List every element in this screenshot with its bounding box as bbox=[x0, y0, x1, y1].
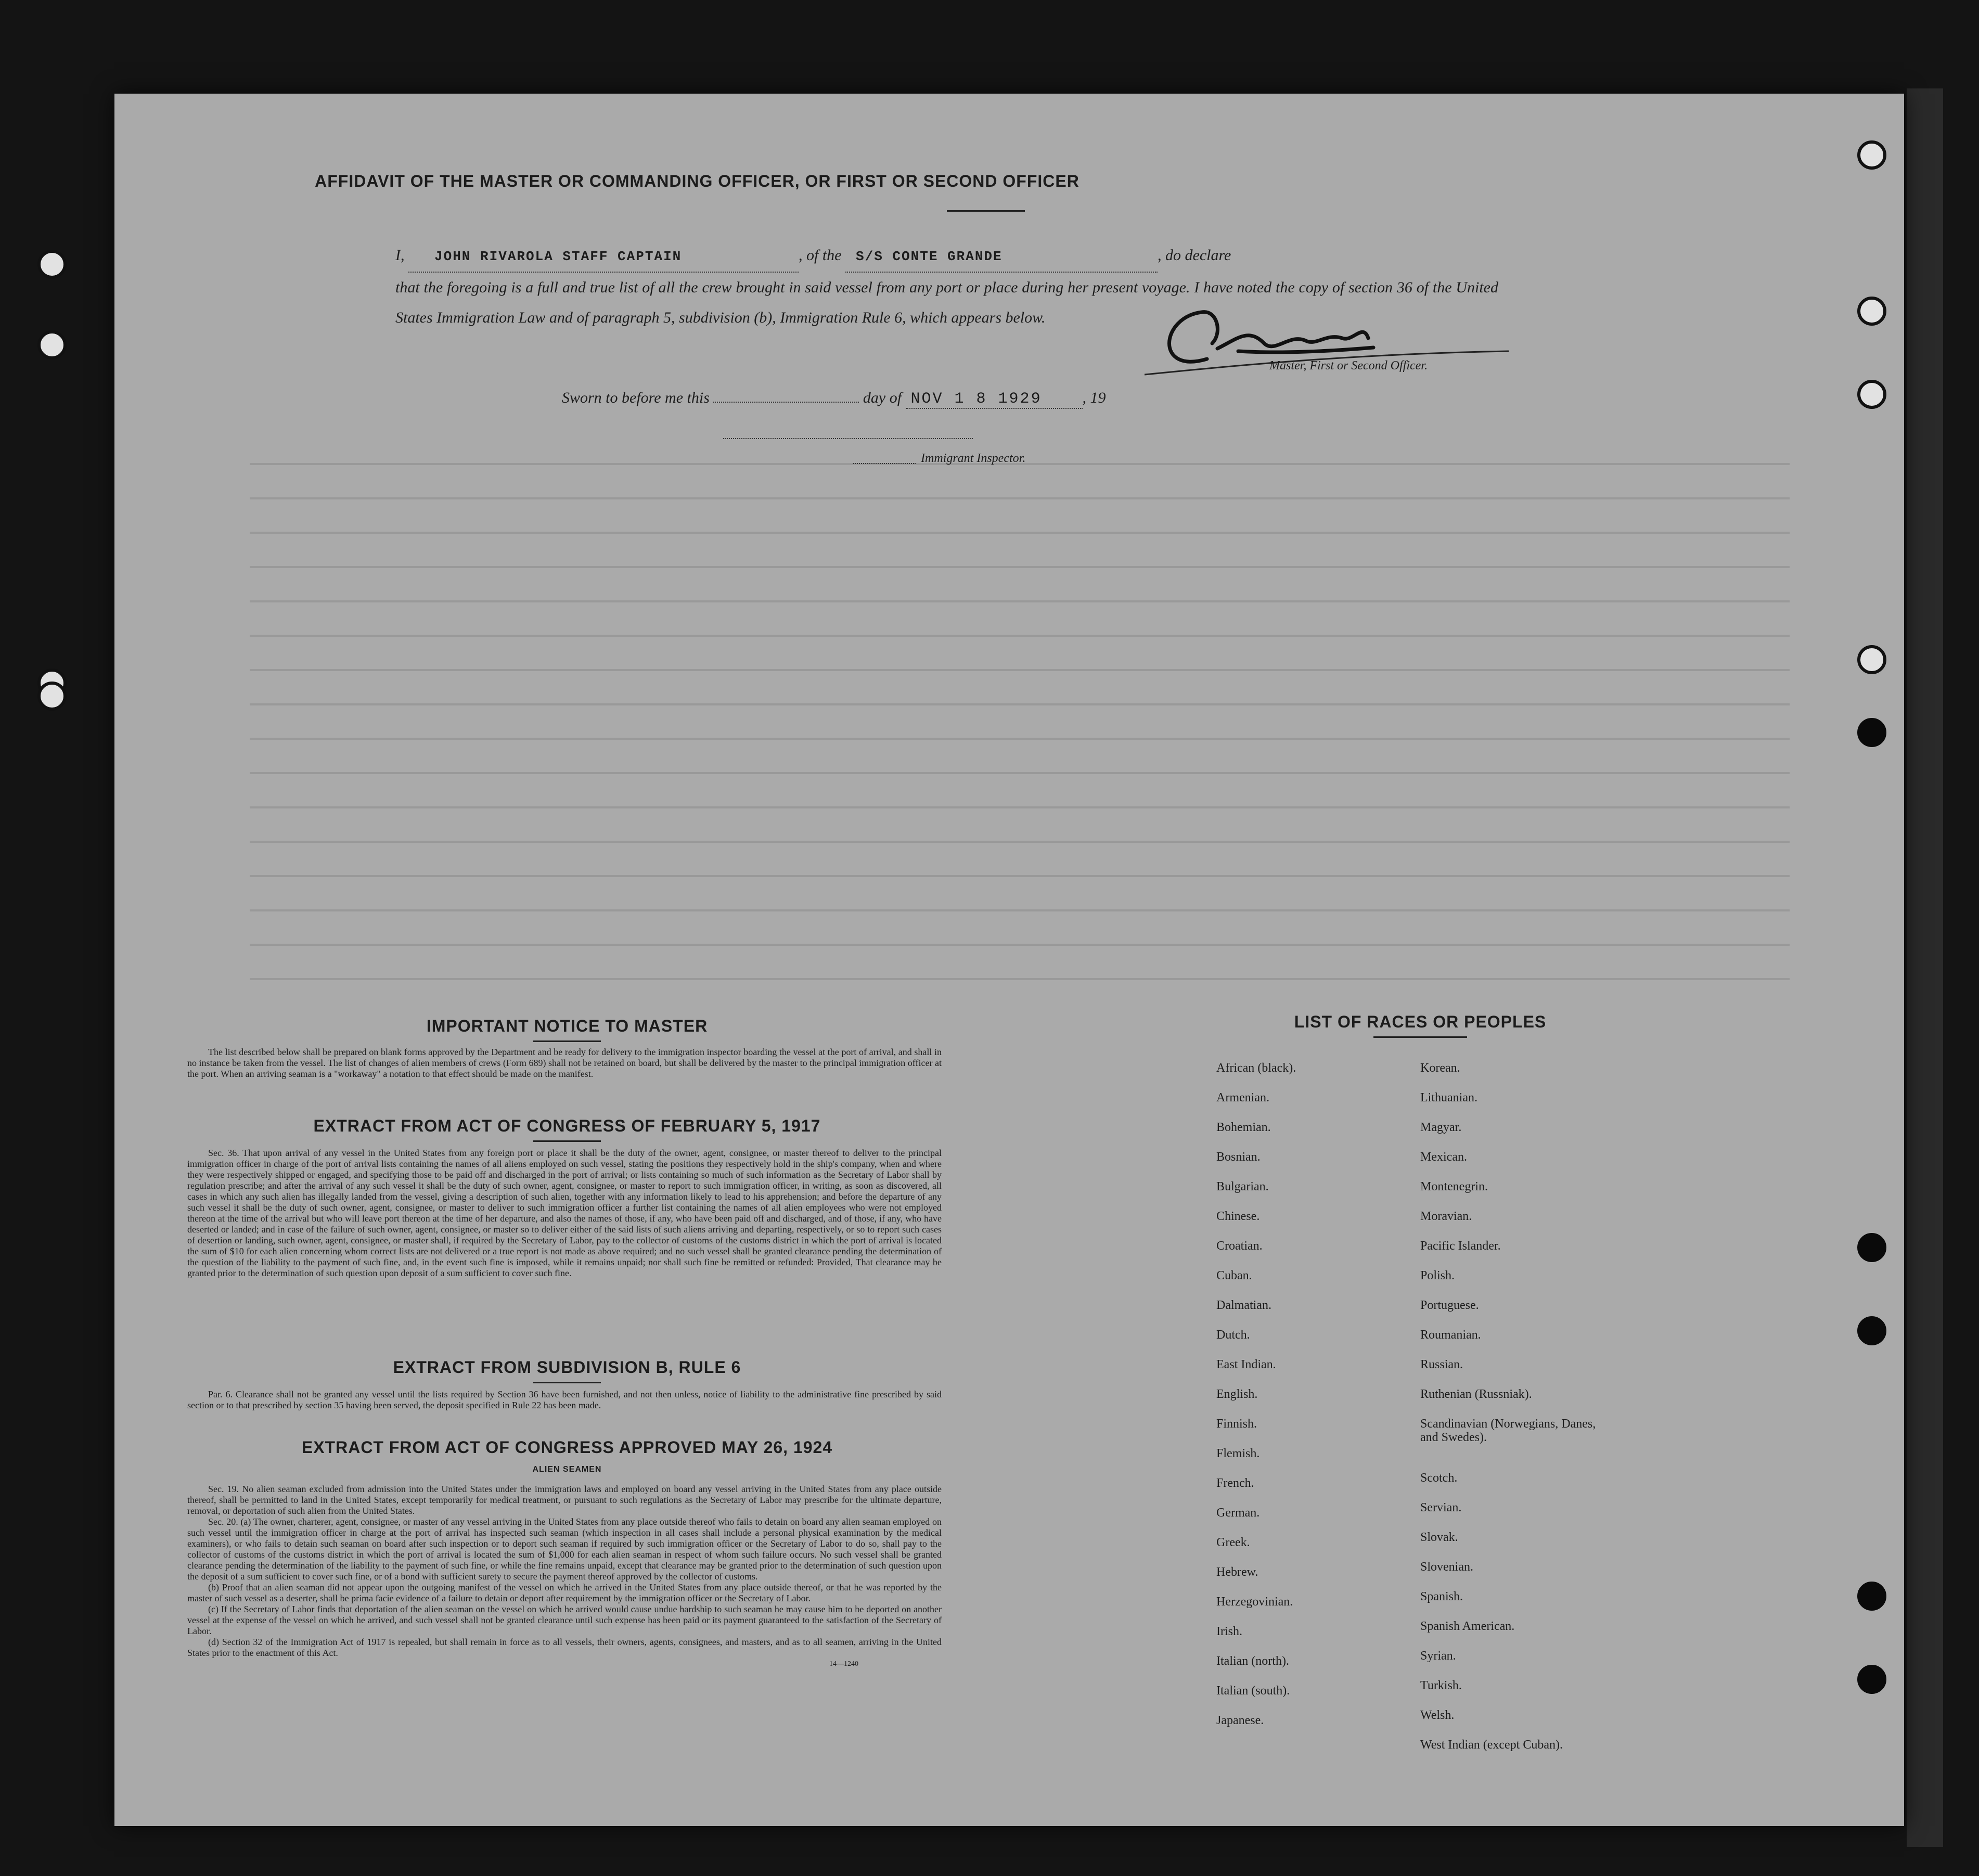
sworn-text: Sworn to before me this bbox=[562, 389, 710, 406]
race-item: West Indian (except Cuban). bbox=[1420, 1738, 1563, 1752]
notice-title: IMPORTANT NOTICE TO MASTER bbox=[426, 1017, 708, 1035]
of-the-text: , of the bbox=[799, 247, 842, 264]
extract-1924-body bbox=[187, 1484, 942, 1669]
sec-20a-text: Sec. 20. (a) The owner, charterer, agent, consignee, or master of any vessel arriving in the United States from any place outside thereof who fails to detain on board any alien seaman employed on such vessel until the immigration officer in charge at the port of arrival has inspected such seaman (which inspection in all cases shall include a personal physical examination by the medical examiners), or who fails to detain such seaman on board after such inspection or to deport such seaman if required by such immigration officer or the Secretary of Labor to do so, shall pay to the collector of customs of the customs district in which the port of arrival is located the sum of $1,000 for each alien seaman in respect of whom such failure occurs. No such vessel shall be granted clearance pending the determination of the liability to the payment of such fine, or while the fine remains unpaid, except that clearance may be granted prior to the determination of such question upon the deposit of a sum sufficient to cover such fine, or of a bond with sufficient surety to secure the payment thereof approved by the collector of customs. bbox=[187, 1517, 942, 1582]
race-item: Russian. bbox=[1420, 1358, 1463, 1371]
races-rule bbox=[1373, 1036, 1467, 1038]
inspector-label: Immigrant Inspector. bbox=[921, 452, 1026, 465]
race-item: Slovak. bbox=[1420, 1531, 1458, 1544]
extract-rule6-rule bbox=[533, 1382, 601, 1383]
race-item: Welsh. bbox=[1420, 1708, 1455, 1722]
race-item: Montenegrin. bbox=[1420, 1180, 1488, 1193]
race-item: Pacific Islander. bbox=[1420, 1239, 1501, 1253]
punch-hole bbox=[1857, 645, 1886, 674]
extract-1924-subtitle: ALIEN SEAMEN bbox=[532, 1465, 602, 1474]
punch-hole bbox=[1857, 1582, 1886, 1611]
race-item: Bosnian. bbox=[1216, 1150, 1261, 1164]
sworn-date: NOV 1 8 1929 bbox=[910, 390, 1042, 408]
punch-hole bbox=[1857, 297, 1886, 326]
race-item: Spanish. bbox=[1420, 1590, 1463, 1603]
race-item: Greek. bbox=[1216, 1536, 1250, 1549]
extract-rule6-title: EXTRACT FROM SUBDIVISION B, RULE 6 bbox=[393, 1358, 741, 1377]
races-title: LIST OF RACES OR PEOPLES bbox=[1294, 1012, 1547, 1031]
race-item: Spanish American. bbox=[1420, 1620, 1515, 1633]
extract-1917-rule bbox=[533, 1140, 601, 1142]
day-of-text: day of bbox=[863, 389, 902, 406]
declarant-name: JOHN RIVAROLA STAFF CAPTAIN bbox=[434, 249, 682, 264]
vessel-name: S/S CONTE GRANDE bbox=[856, 249, 1003, 264]
do-declare-text: , do declare bbox=[1158, 247, 1231, 264]
sec-20d-text: (d) Section 32 of the Immigration Act of 1917 is repealed, but shall remain in force as to all vessels, their owners, agents, consignees, and masters, and as to all seamen, arriving in the United States prior to the enactment of this Act. bbox=[187, 1637, 942, 1658]
race-item: Flemish. bbox=[1216, 1447, 1260, 1460]
punch-hole bbox=[1857, 380, 1886, 409]
race-item: Roumanian. bbox=[1420, 1328, 1481, 1342]
form-number: 14—1240 bbox=[829, 1660, 858, 1668]
race-item: Scotch. bbox=[1420, 1471, 1458, 1485]
race-item: Syrian. bbox=[1420, 1649, 1456, 1663]
declaration-line bbox=[395, 240, 1498, 273]
sworn-day-field bbox=[713, 402, 859, 403]
race-item: Croatian. bbox=[1216, 1239, 1263, 1253]
race-item: East Indian. bbox=[1216, 1358, 1276, 1371]
underlying-page-edge bbox=[1907, 88, 1943, 1847]
punch-hole bbox=[37, 250, 67, 279]
notice-text: The list described below shall be prepared on blank forms approved by the Department and be ready for delivery to the immigration inspector boarding the vessel at the port of arrival, and shall in no instance be taken from the vessel. The list of changes of alien members of crews (Form 689) shall not be retained on board, but shall be delivered by the master to the principal immigration officer at the port. When an arriving seaman is a "workaway" a notation to that effect should be made on the manifest. bbox=[187, 1047, 942, 1079]
inspector-signature-line bbox=[723, 438, 973, 439]
race-item: German. bbox=[1216, 1506, 1260, 1520]
sworn-line bbox=[562, 389, 1106, 409]
race-item: Slovenian. bbox=[1420, 1560, 1473, 1574]
race-item: Moravian. bbox=[1420, 1210, 1472, 1223]
sec-20b-text: (b) Proof that an alien seaman did not appear upon the outgoing manifest of the vessel on which he arrived in the United States from any place outside thereof, or that he was reported by the master of such vessel as a deserter, shall be prima facie evidence of a failure to detain or deport after requirement by the immigration officer or the Secretary of Labor. bbox=[187, 1582, 942, 1603]
bleed-through-rows bbox=[250, 463, 1790, 1046]
race-item: African (black). bbox=[1216, 1061, 1296, 1075]
date-field bbox=[906, 389, 1083, 409]
races-left-column bbox=[1216, 1061, 1296, 1743]
declaration-body: that the foregoing is a full and true list of all the crew brought in said vessel from any port or place during her present voyage. I have noted the copy of section 36 of the United States Immigration Law and of paragraph 5, subdivision (b), Immigration Rule 6, which appears below. bbox=[395, 279, 1498, 326]
race-item: Portuguese. bbox=[1420, 1299, 1479, 1312]
race-item: Magyar. bbox=[1420, 1121, 1462, 1134]
declarant-field bbox=[408, 240, 799, 273]
signature-label: Master, First or Second Officer. bbox=[1269, 359, 1428, 372]
vessel-field bbox=[845, 240, 1158, 273]
punch-hole bbox=[37, 682, 67, 711]
punch-hole bbox=[1857, 1665, 1886, 1694]
punch-hole bbox=[37, 330, 67, 359]
punch-hole bbox=[1857, 1316, 1886, 1345]
extract-1924-title: EXTRACT FROM ACT OF CONGRESS APPROVED MAY 26, 1924 bbox=[301, 1438, 833, 1457]
race-item: Ruthenian (Russniak). bbox=[1420, 1387, 1532, 1401]
race-item: Bohemian. bbox=[1216, 1121, 1271, 1134]
races-right-column bbox=[1420, 1061, 1608, 1768]
punch-hole bbox=[1857, 140, 1886, 170]
race-item: Turkish. bbox=[1420, 1679, 1462, 1692]
race-item: Italian (south). bbox=[1216, 1684, 1290, 1698]
sec-19-text: Sec. 19. No alien seaman excluded from admission into the United States under the immigration laws and employed on board any vessel arriving in the United States from any place outside thereof, shall be permitted to land in the United States, except temporarily for medical treatment, or pursuant to such regulations as the Secretary of Labor may prescribe for the ultimate departure, removal, or deportation of such alien from the United States. bbox=[187, 1484, 942, 1516]
race-item: Chinese. bbox=[1216, 1210, 1260, 1223]
race-item: Korean. bbox=[1420, 1061, 1460, 1075]
extract-1917-title: EXTRACT FROM ACT OF CONGRESS OF FEBRUARY 5, 1917 bbox=[313, 1116, 821, 1135]
race-item: Irish. bbox=[1216, 1625, 1242, 1638]
race-item: Armenian. bbox=[1216, 1091, 1269, 1104]
race-item: Dalmatian. bbox=[1216, 1299, 1271, 1312]
year-prefix: , 19 bbox=[1082, 389, 1106, 406]
punch-hole bbox=[1857, 1233, 1886, 1262]
race-item: Bulgarian. bbox=[1216, 1180, 1269, 1193]
race-item: Italian (north). bbox=[1216, 1654, 1289, 1668]
extract-rule6-text: Par. 6. Clearance shall not be granted any vessel until the lists required by Section 36 have been furnished, and not then unless, notice of liability to the administrative fine prescribed by said section or to that prescribed by section 35 having been served, the deposit specified in Rule 22 has been made. bbox=[187, 1389, 942, 1410]
race-item: French. bbox=[1216, 1476, 1254, 1490]
affidavit-title: AFFIDAVIT OF THE MASTER OR COMMANDING OFFICER, OR FIRST OR SECOND OFFICER bbox=[315, 172, 1080, 190]
notice-rule bbox=[533, 1040, 601, 1042]
race-item: Polish. bbox=[1420, 1269, 1455, 1282]
race-item: Cuban. bbox=[1216, 1269, 1252, 1282]
race-item: Finnish. bbox=[1216, 1417, 1257, 1431]
sec-20c-text: (c) If the Secretary of Labor finds that deportation of the alien seaman on the vessel on which he arrived would cause undue hardship to such seaman he may cause him to be deported on another vessel at the expense of the vessel on which he arrived, and such vessel shall not be granted clearance until such expense has been paid or its payment guaranteed to the satisfaction of the Secretary of Labor. bbox=[187, 1604, 942, 1636]
race-item: Lithuanian. bbox=[1420, 1091, 1477, 1104]
extract-1917-text: Sec. 36. That upon arrival of any vessel in the United States from any foreign port or place it shall be the duty of the owner, agent, consignee, or master thereof to deliver to the principal immigration officer in charge of the port of arrival lists containing the names of all aliens employed on such vessel, stating the positions they respectively hold in the ship's company, when and where they were respectively shipped or engaged, and specifying those to be paid off and discharged in the port of arrival; or lists containing so much of such information as the Secretary of Labor shall by regulation prescribe; and after the arrival of any such vessel it shall be the duty of such owner, agent, consignee, or master to report to such immigration officer, in writing, as soon as discovered, all cases in which any such alien has illegally landed from the vessel, giving a description of such alien, together with any information likely to lead to his apprehension; and before the departure of any such vessel it shall be the duty of such owner, agent, consignee, or master to deliver to such immigration officer a further list containing the names of all alien employees who were not employed thereon at the time of the arrival but who will leave port thereon at the time of her departure, and also the names of those, if any, who have been paid off and discharged, and of those, if any, who have deserted or landed; and in case of the failure of such owner, agent, consignee, or master so to deliver either of the said lists of such aliens arriving and departing, respectively, or so to report such cases of desertion or landing, such owner, agent, consignee, or master shall, if required by the Secretary of Labor, pay to the collector of customs of the customs district in which the port of arrival is located the sum of $10 for each alien concerning whom correct lists are not delivered or a true report is not made as above required; and no such vessel shall be granted clearance pending the determination of the question of the liability to the payment of such fine, and, in the event such fine is imposed, while it remains unpaid; nor shall such fine be remitted or refunded: Provided, That clearance may be granted prior to the determination of such question upon deposit of a sum sufficient to cover such fine. bbox=[187, 1148, 942, 1278]
race-item: Dutch. bbox=[1216, 1328, 1250, 1342]
race-item: Hebrew. bbox=[1216, 1565, 1258, 1579]
race-item: Scandinavian (Norwegians, Danes, and Swedes). bbox=[1420, 1417, 1596, 1444]
race-item: Herzegovinian. bbox=[1216, 1595, 1293, 1609]
pronoun: I, bbox=[395, 247, 405, 264]
race-item: English. bbox=[1216, 1387, 1258, 1401]
title-rule bbox=[947, 210, 1025, 212]
race-item: Mexican. bbox=[1420, 1150, 1467, 1164]
race-item: Japanese. bbox=[1216, 1714, 1264, 1727]
race-item: Servian. bbox=[1420, 1501, 1462, 1514]
inspector-name-line bbox=[853, 463, 916, 464]
punch-hole bbox=[1857, 718, 1886, 747]
